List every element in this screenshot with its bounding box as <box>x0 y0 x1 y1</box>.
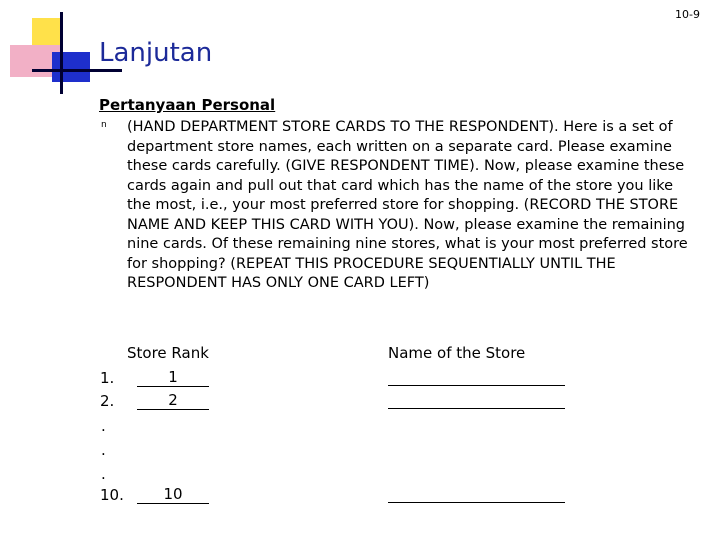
page-number: 10-9 <box>675 8 700 21</box>
bullet-square-icon: n <box>101 120 107 130</box>
row-number: 10. <box>100 486 124 504</box>
store-name-blank[interactable] <box>388 502 565 503</box>
store-name-blank[interactable] <box>388 385 565 386</box>
instruction-text: (HAND DEPARTMENT STORE CARDS TO THE RESPONDENT). Here is a set of department store names, each written on a separate card. Please examine these cards carefully. (GIVE RESPONDENT TIME). Now, please examine these cards again and pull out that card which has the name of the store you like the most, i.e., your most preferred store for shopping. (RECORD THE STORE NAME AND KEEP THIS CARD WITH YOU). Now, please examine the remaining nine cards. Of these remaining nine stores, what is your most preferred store for shopping? (REPEAT THIS PROCEDURE SEQUENTIALLY UNTIL THE RESPONDENT HAS ONLY ONE CARD LEFT) <box>127 119 688 291</box>
slide-title: Lanjutan <box>99 38 213 68</box>
logo-blue-square <box>52 52 90 82</box>
row-number: 1. <box>100 369 115 387</box>
logo-horizontal-line <box>32 69 122 72</box>
logo-vertical-line <box>60 12 63 94</box>
ellipsis-dot: . <box>101 417 106 435</box>
rank-value: 1 <box>137 369 209 387</box>
ellipsis-dot: . <box>101 465 106 483</box>
store-name-blank[interactable] <box>388 408 565 409</box>
header-store-name: Name of the Store <box>388 344 526 362</box>
row-number: 2. <box>100 392 115 410</box>
ellipsis-dot: . <box>101 441 106 459</box>
section-heading: Pertanyaan Personal <box>99 96 276 114</box>
rank-value: 2 <box>137 392 209 410</box>
header-store-rank: Store Rank <box>127 344 209 362</box>
rank-value: 10 <box>137 486 209 504</box>
